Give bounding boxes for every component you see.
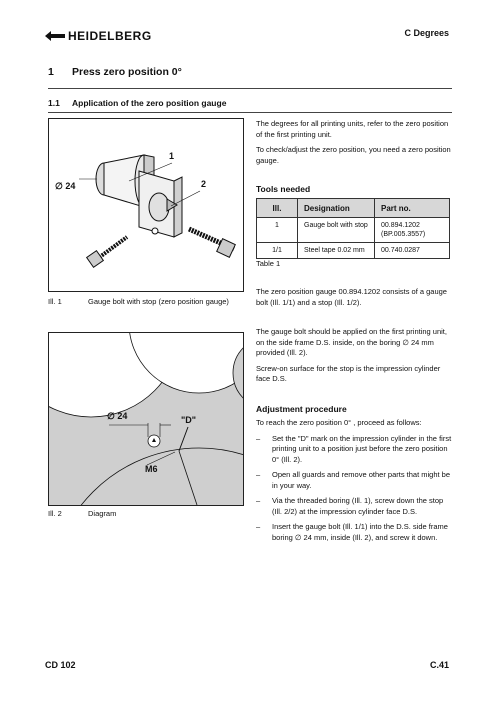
table-row <box>257 218 450 243</box>
m6-label: M6 <box>145 464 158 474</box>
step-text: Set the "D" mark on the impression cylinder in the first printing unit to a position just before the zero position 0° (Ill. 2). <box>272 433 452 464</box>
table-header: Ill. <box>257 199 298 218</box>
caption-text: Gauge bolt with stop (zero position gauge) <box>88 297 229 306</box>
intro-text <box>256 119 452 171</box>
heading-2-text: Application of the zero position gauge <box>72 98 227 108</box>
paragraph: The zero position gauge 00.894.1202 consists of a gauge bolt (Ill. 1/1) and a stop (Ill. 1/2). <box>256 287 447 307</box>
bullet-dash: – <box>256 496 261 505</box>
figure-2-caption <box>48 509 238 519</box>
gauge-bolt-drawing <box>49 119 243 291</box>
heading-1-text: Press zero position 0° <box>72 66 182 78</box>
caption-label: Ill. 1 <box>48 297 62 306</box>
callout-1: 1 <box>169 151 175 161</box>
heading-2 <box>48 98 226 108</box>
section-title: C Degrees <box>404 28 449 38</box>
footer-model: CD 102 <box>45 660 76 670</box>
paragraph: The degrees for all printing units, refer to the zero position of the first printing unit. <box>256 119 449 139</box>
heading-1 <box>48 66 182 78</box>
gauge-text <box>256 287 452 313</box>
table-header: Designation <box>298 199 375 218</box>
table-cell: 00.894.1202 (BP.005.3557) <box>375 218 450 243</box>
tools-table-wrap <box>256 198 450 259</box>
adjustment-procedure <box>256 418 452 548</box>
diagram-drawing <box>49 333 243 505</box>
table-caption: Table 1 <box>256 259 281 268</box>
paragraph: To check/adjust the zero position, you need a zero position gauge. <box>256 145 451 165</box>
caption-text: Diagram <box>88 509 117 518</box>
step-text: Insert the gauge bolt (Ill. 1/1) into the D.S. side frame boring ∅ 24 mm, inside (Ill. 2), and screw it down. <box>272 522 448 542</box>
footer-page-number: C.41 <box>429 660 449 670</box>
table-header: Part no. <box>375 199 450 218</box>
callout-2: 2 <box>201 179 207 189</box>
divider <box>48 88 452 89</box>
heidelberg-emblem-icon <box>45 31 65 41</box>
heading-1-number: 1 <box>48 66 54 78</box>
application-text <box>256 327 452 390</box>
brand-name: HEIDELBERG <box>68 28 152 43</box>
heading-2-number: 1.1 <box>48 98 60 108</box>
table-cell: 1 <box>257 218 298 243</box>
tools-heading: Tools needed <box>256 184 311 194</box>
caption-label: Ill. 2 <box>48 509 62 518</box>
figure-2 <box>48 332 244 506</box>
brand-logo <box>45 28 152 43</box>
list-item <box>256 522 452 543</box>
paragraph: The gauge bolt should be applied on the first printing unit, on the side frame D.S. inside, on the boring ∅ 24 mm provided (Ill. 2). <box>256 327 447 357</box>
d-mark-label: "D" <box>181 415 197 425</box>
diameter-label: ∅ 24 <box>107 411 128 421</box>
list-item <box>256 434 452 466</box>
step-text: Open all guards and remove other parts that might be in your way. <box>272 470 451 490</box>
adjustment-heading: Adjustment procedure <box>256 404 347 414</box>
list-item <box>256 470 452 491</box>
table-header-row <box>257 199 450 218</box>
tools-table <box>256 198 450 259</box>
divider <box>48 112 452 113</box>
step-text: Via the threaded boring (Ill. 1), screw down the stop (Ill. 2/2) at the impression cylinder face D.S. <box>272 496 444 516</box>
bullet-dash: – <box>256 470 261 479</box>
bullet-dash: – <box>256 522 261 531</box>
bullet-dash: – <box>256 433 261 443</box>
table-cell: Gauge bolt with stop <box>298 218 375 243</box>
table-cell: 00.740.0287 <box>375 243 450 259</box>
paragraph: Screw-on surface for the stop is the impression cylinder face D.S. <box>256 363 441 383</box>
paragraph: To reach the zero position 0° , proceed as follows: <box>256 418 422 427</box>
table-cell: Steel tape 0.02 mm <box>298 243 375 259</box>
diameter-label: ∅ 24 <box>55 181 76 191</box>
figure-1 <box>48 118 244 292</box>
figure-1-caption <box>48 297 238 307</box>
table-row <box>257 243 450 259</box>
table-cell: 1/1 <box>257 243 298 259</box>
list-item <box>256 496 452 517</box>
